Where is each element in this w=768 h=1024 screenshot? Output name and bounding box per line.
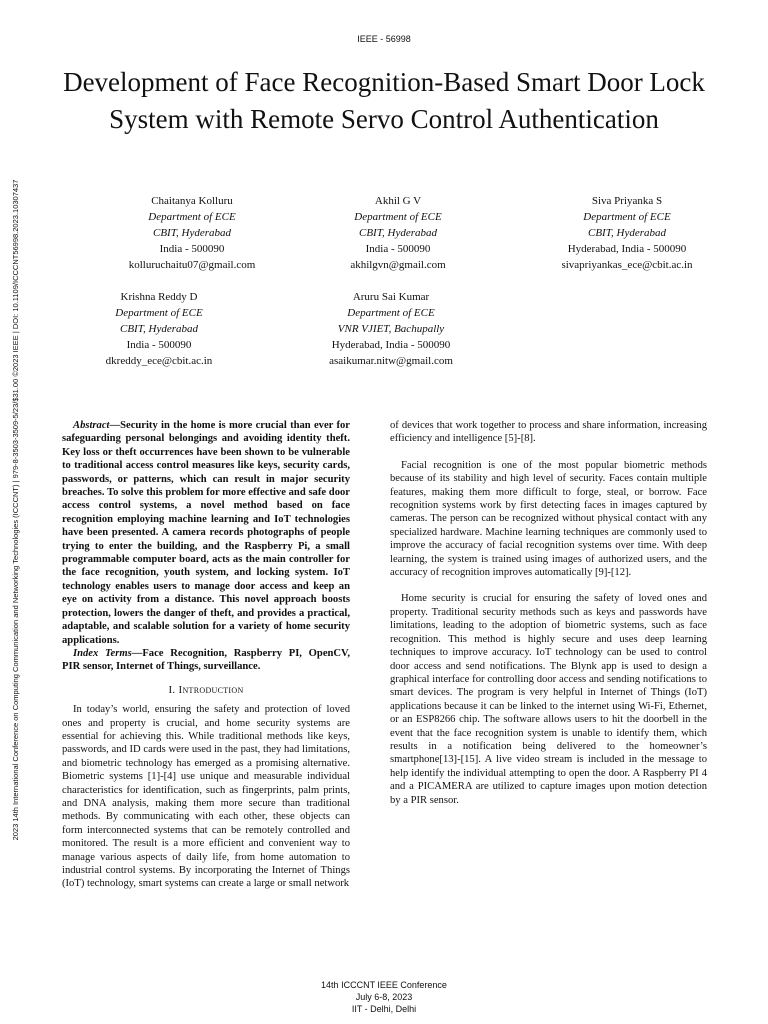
author-org: CBIT, Hyderabad bbox=[152, 227, 231, 239]
footer-venue: IIT - Delhi, Delhi bbox=[351, 1004, 417, 1014]
header-code: IEEE - 56998 bbox=[357, 34, 411, 44]
footer-conference: 14th ICCCNT IEEE Conference bbox=[321, 980, 447, 990]
index-terms bbox=[62, 647, 350, 674]
author-dept: Department of ECE bbox=[354, 211, 442, 223]
body-paragraph: Home security is crucial for ensuring the safety of loved ones and property. Traditional security methods such as keys and passwords have limitations, leading to the adoption of biometric systems, such as face recognition. This method is highly secure and uses deep learning techniques to improve accuracy. IoT technology can be used to control door access and send notifications. The Blynk app is used to design a graphical interface for controlling door access and sending notifications to smart devices. The program is very helpful in Internet of Things (IoT) applications because it can be linked to the internet using Wi-Fi, Ethernet, or an ESP8266 chip. The software allows users to hit the doorbell in the event that the face recognition system is unable to identify them, which results in a notification being delivered to the homeowner’s smartphone[13]-[15]. A live video stream is included in the message to help identify the individual attempting to open the door. A Raspberry PI 4 and a PICAMERA are utilized to capture images upon motion detection by a PIR sensor. bbox=[390, 593, 707, 806]
author-location: India - 500090 bbox=[365, 243, 431, 255]
right-column bbox=[390, 419, 707, 807]
index-terms-label: Index Terms bbox=[73, 647, 132, 659]
abstract-label: Abstract bbox=[73, 420, 110, 431]
abstract-text: —Security in the home is more crucial than ever for safeguarding personal belongings and avoiding identity theft. Key loss or theft occurrences have been shown to be vulnerable to traditional access control measures like keys, security cards, passwords, or patterns, which can result in major security breaches. To solve this problem for more effective and safe door access control systems, a novel method based on face recognition employing machine learning and IoT technologies have been presented. A camera records photographs of people trying to enter the building, and the Raspberry Pi, a small programmable computer board, acts as the main controller for the face recognition, youth system, and locking system. IoT technology enables users to manage door access and keep an eye on activity from a distance. This novel approach boosts protection, lowers the danger of theft, and provides a practical, adaptable, and scalable solution for a variety of home security applications. bbox=[62, 420, 350, 646]
author-location: India - 500090 bbox=[159, 243, 225, 255]
author-email[interactable]: sivapriyankas_ece@cbit.ac.in bbox=[561, 259, 693, 271]
author-org: CBIT, Hyderabad bbox=[587, 227, 666, 239]
footer bbox=[0, 979, 768, 1015]
author-block bbox=[517, 193, 737, 273]
author-org: CBIT, Hyderabad bbox=[119, 323, 198, 335]
author-dept: Department of ECE bbox=[583, 211, 671, 223]
author-name: Krishna Reddy D bbox=[120, 291, 198, 303]
author-location: Hyderabad, India - 500090 bbox=[331, 339, 451, 351]
author-name: Aruru Sai Kumar bbox=[352, 291, 430, 303]
author-org: CBIT, Hyderabad bbox=[358, 227, 437, 239]
intro-paragraph: In today’s world, ensuring the safety and protection of loved ones and property is crucial, and home security systems are essential for achieving this. While traditional methods like keys, passwords, and ID cards were used in the past, they had limitations, and biometric technology has emerged as a promising alternative. Biometric systems [1]-[4] use unique and measurable individual characteristics for identification, such as fingerprints, palm prints, and DNA analysis, making them more secure than traditional methods. By communicating with each other, these objects can form interconnected systems that can be remotely controlled and monitored. The result is a more efficient and convenient way to manage various aspects of daily life, from home automation to industrial control systems. By incorporating the Internet of Things (IoT) technology, smart systems can create a large or small network bbox=[62, 704, 350, 890]
author-block bbox=[288, 193, 508, 273]
footer-dates: July 6-8, 2023 bbox=[355, 992, 413, 1002]
author-email[interactable]: akhilgvn@gmail.com bbox=[350, 259, 446, 271]
side-note-text: 2023 14th International Conference on Computing Communication and Networking Technologies (ICCCNT) | 979-8-3503-3509-5/23/$31.00 ©2023 IEEE | DOI: 10.1109/ICCCNT56998.2023.10307437 bbox=[11, 179, 20, 841]
author-dept: Department of ECE bbox=[115, 307, 203, 319]
author-dept: Department of ECE bbox=[347, 307, 435, 319]
author-dept: Department of ECE bbox=[148, 211, 236, 223]
author-location: Hyderabad, India - 500090 bbox=[567, 243, 687, 255]
body-paragraph: of devices that work together to process and share information, increasing efficiency and intelligence [5]-[8]. bbox=[390, 420, 707, 445]
author-org: VNR VJIET, Bachupally bbox=[337, 323, 445, 335]
side-note bbox=[10, 92, 22, 928]
author-email[interactable]: kolluruchaitu07@gmail.com bbox=[128, 259, 256, 271]
body-paragraph: Facial recognition is one of the most popular biometric methods because of its stability and high level of security. Faces contain multiple features, making them more difficult to forge, steal, or borrow. Face recognition systems work by first detecting faces in images captured by cameras. The person can be recognized without physical contact with any specialized hardware. Machine learning techniques are commonly used to improve the accuracy of facial recognition systems over time. With deep learning, the system is trained using images of authorized users, and the accuracy of recognition improves automatically [9]-[12]. bbox=[390, 459, 707, 579]
author-block bbox=[82, 193, 302, 273]
left-column bbox=[62, 419, 350, 891]
author-name: Chaitanya Kolluru bbox=[151, 195, 233, 207]
index-terms-text: —Face Recognition, Raspberry PI, OpenCV, PIR sensor, Internet of Things, surveillance. bbox=[62, 647, 350, 673]
section-title: Introduction bbox=[178, 683, 244, 696]
paper-title: Development of Face Recognition-Based Smart Door Lock System with Remote Servo Control Authentication bbox=[63, 67, 705, 134]
author-email[interactable]: asaikumar.nitw@gmail.com bbox=[329, 355, 453, 367]
author-email[interactable]: dkreddy_ece@cbit.ac.in bbox=[105, 355, 213, 367]
author-block bbox=[281, 289, 501, 369]
abstract bbox=[62, 419, 350, 647]
section-heading bbox=[62, 684, 350, 697]
author-name: Akhil G V bbox=[374, 195, 422, 207]
author-block bbox=[49, 289, 269, 369]
author-name: Siva Priyanka S bbox=[591, 195, 663, 207]
author-location: India - 500090 bbox=[126, 339, 192, 351]
section-number: I. bbox=[168, 683, 176, 696]
